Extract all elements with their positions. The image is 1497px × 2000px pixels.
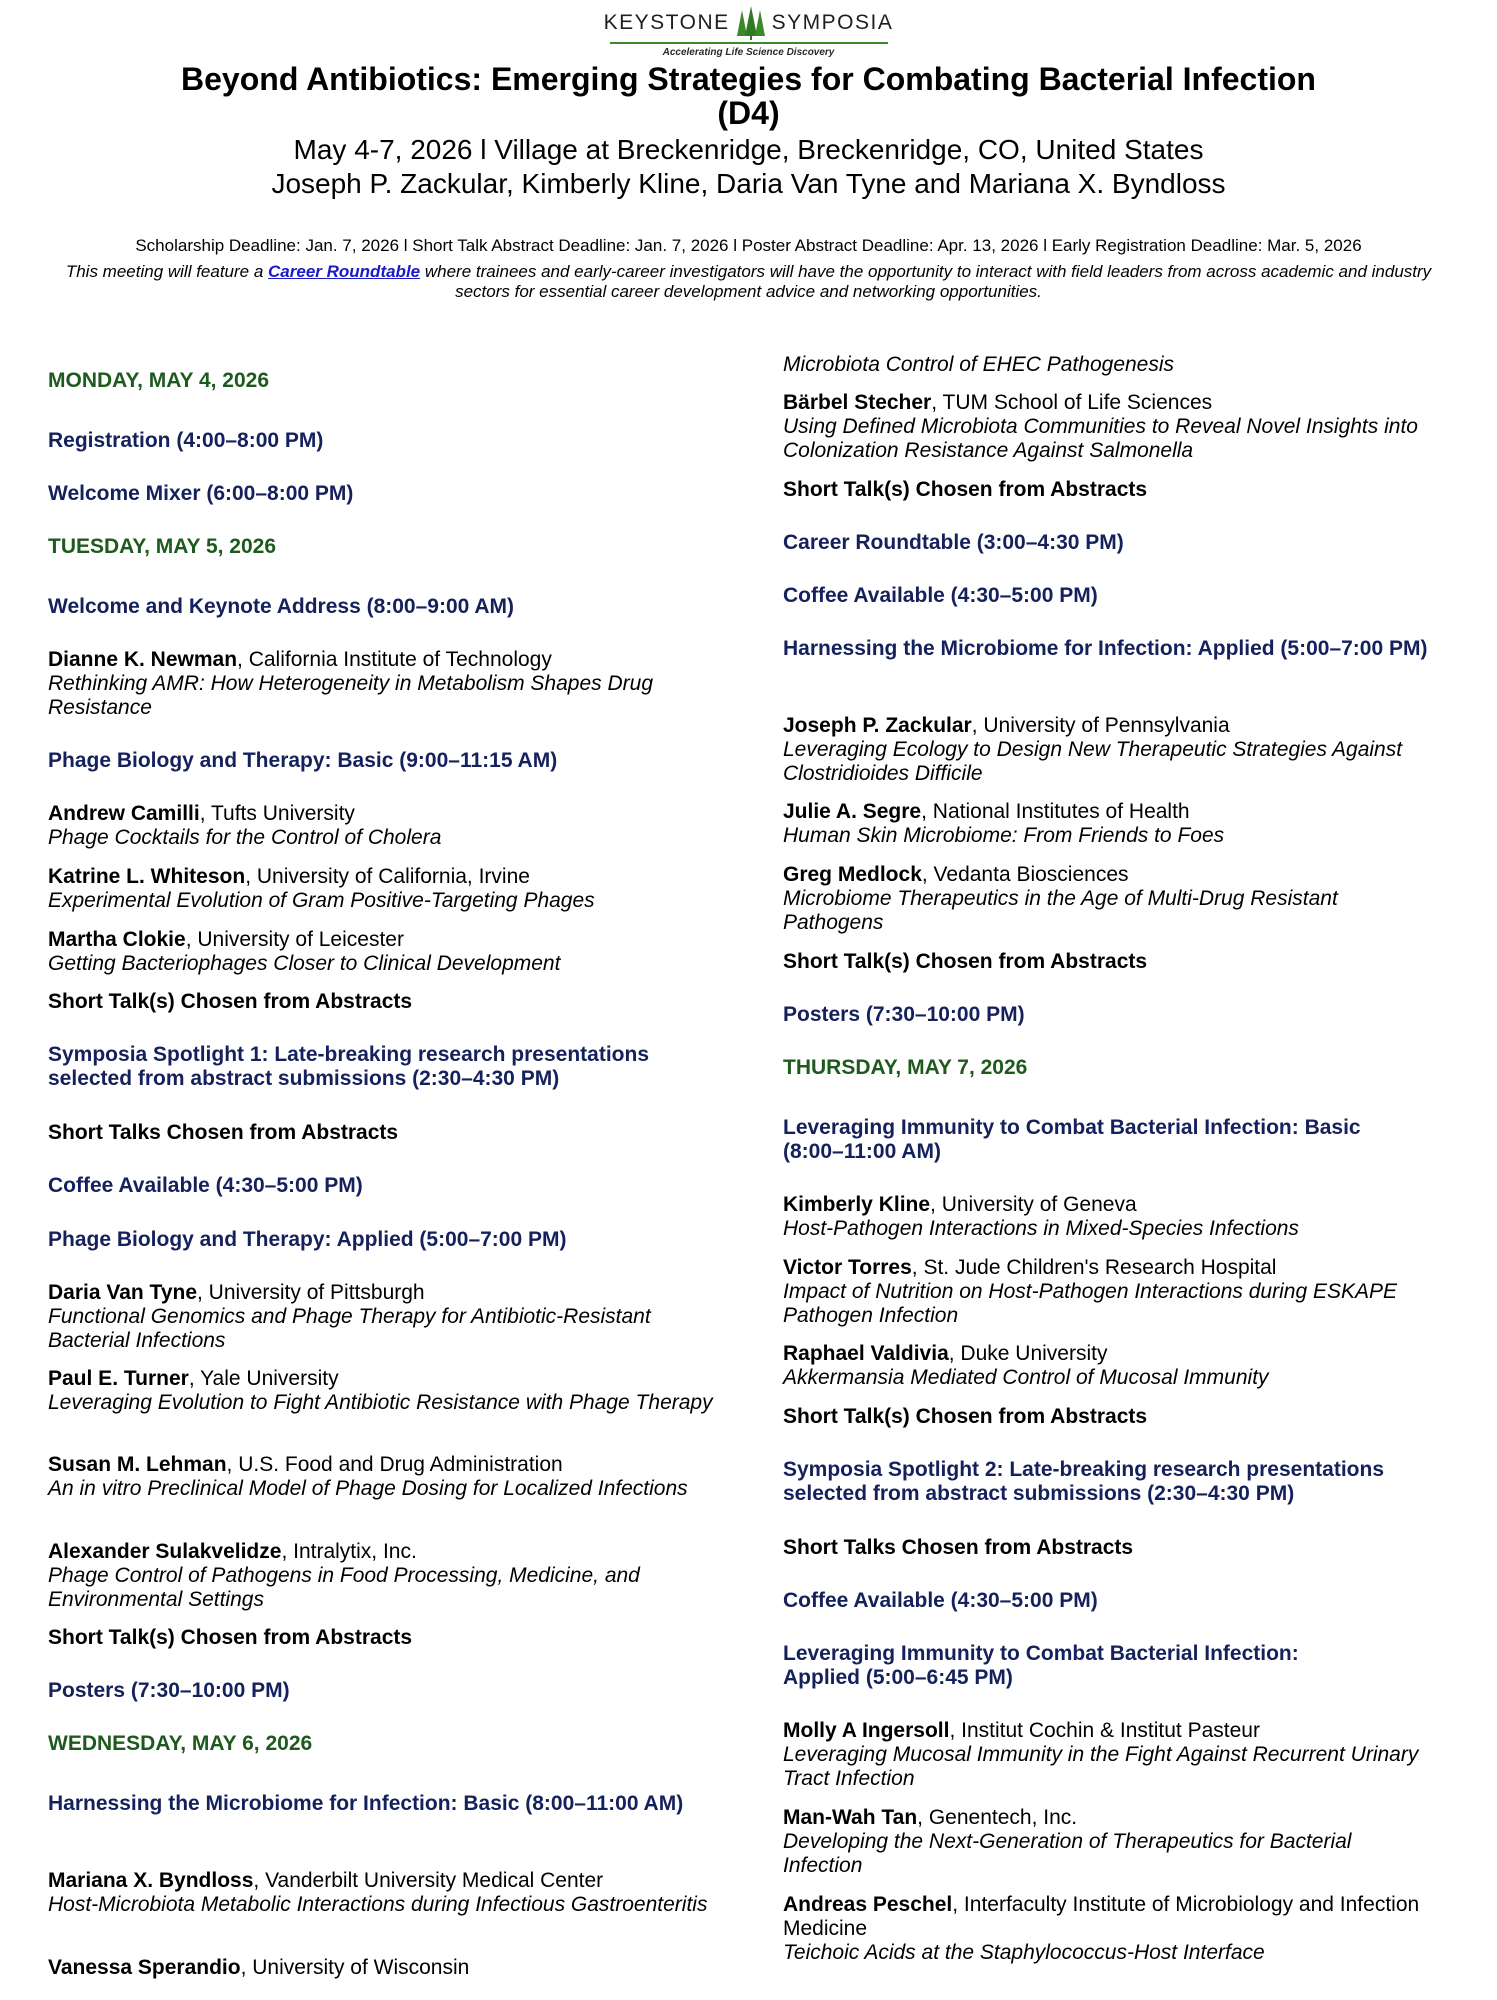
talk-title: Microbiome Therapeutics in the Age of Multi-Drug Resistant Pathogens [783,887,1338,934]
speaker-name: Victor Torres [783,1256,912,1279]
speaker-name: Paul E. Turner [48,1367,189,1390]
speaker-name: Mariana X. Byndloss [48,1869,254,1892]
date-location: May 4-7, 2026 l Village at Breckenridge, Breckenridge, CO, United States [293,134,1204,165]
roundtable-pre: This meeting will feature a [65,262,269,281]
speaker-affiliation: , University of Pittsburgh [197,1281,425,1304]
speaker-medlock [783,863,1423,935]
title-line-2: (D4) [717,95,780,131]
short-talks-tuesday-am: Short Talk(s) Chosen from Abstracts [48,990,413,1013]
speaker-affiliation: , St. Jude Children's Research Hospital [911,1256,1277,1279]
talk-title: Functional Genomics and Phage Therapy for Antibiotic-Resistant Bacterial Infections [48,1305,651,1352]
roundtable-note [60,262,1437,302]
speaker-affiliation: , University of Wisconsin [240,1956,470,1979]
session-microbiome-applied: Harnessing the Microbiome for Infection: Applied (5:00–7:00 PM) [783,637,1428,660]
talk-title-sperandio: Microbiota Control of EHEC Pathogenesis [783,353,1175,376]
speaker-affiliation: , U.S. Food and Drug Administration [226,1453,563,1476]
speaker-name: Raphael Valdivia [783,1342,949,1365]
speaker-name: Man-Wah Tan [783,1806,918,1829]
speaker-name: Joseph P. Zackular [783,714,972,737]
speaker-name: Molly A Ingersoll [783,1719,950,1742]
speaker-affiliation: , Institut Cochin & Institut Pasteur [949,1719,1260,1742]
speaker-affiliation: , Duke University [948,1342,1108,1365]
speaker-name: Andrew Camilli [48,802,200,825]
session-coffee-tuesday: Coffee Available (4:30–5:00 PM) [48,1174,363,1197]
talk-title: Akkermansia Mediated Control of Mucosal Immunity [783,1366,1269,1389]
speaker-affiliation: , Intralytix, Inc. [281,1540,417,1563]
speaker-affiliation: , University of Pennsylvania [971,714,1230,737]
talk-title: Impact of Nutrition on Host-Pathogen Interactions during ESKAPE Pathogen Infection [783,1280,1397,1327]
session-microbiome-basic: Harnessing the Microbiome for Infection: Basic (8:00–11:00 AM) [48,1792,684,1815]
talk-title: Developing the Next-Generation of Therapeutics for Bacterial Infection [783,1830,1352,1877]
speaker-tan [783,1806,1423,1878]
meeting-title [0,62,1497,130]
logo-underline [610,42,888,44]
speaker-affiliation: , Genentech, Inc. [917,1806,1078,1829]
talk-title: Host-Microbiota Metabolic Interactions during Infectious Gastroenteritis [48,1893,708,1916]
organizers: Joseph P. Zackular, Kimberly Kline, Daria Van Tyne and Mariana X. Byndloss [271,168,1226,199]
speaker-affiliation: , Yale University [188,1367,339,1390]
speaker-stecher [783,391,1473,463]
speaker-byndloss [48,1869,728,1917]
speaker-turner [48,1367,728,1415]
speaker-affiliation: , Vedanta Biosciences [921,863,1129,886]
speaker-whiteson [48,865,595,913]
talk-title: Using Defined Microbiota Communities to Reveal Novel Insights into Colonization Resistance Against Salmonella [783,415,1418,462]
roundtable-post: where trainees and early-career investigators will have the opportunity to interact with field leaders from across academic and industry sectors for essential career development advice and networking opportunities. [420,262,1432,301]
speaker-valdivia [783,1342,1269,1390]
talk-title: Teichoic Acids at the Staphylococcus-Host Interface [783,1941,1265,1964]
talk-title: Leveraging Mucosal Immunity in the Fight Against Recurrent Urinary Tract Infection [783,1743,1419,1790]
speaker-affiliation: , National Institutes of Health [921,800,1190,823]
speaker-peschel [783,1893,1423,1965]
speaker-affiliation: , University of Geneva [930,1193,1137,1216]
short-talks-spotlight-1: Short Talks Chosen from Abstracts [48,1121,399,1144]
speaker-vantyne [48,1281,728,1353]
speaker-affiliation: , California Institute of Technology [237,648,552,671]
speaker-camilli [48,802,441,850]
speaker-affiliation: , Interfaculty Institute of Microbiology and Infection Medicine [783,1893,1420,1940]
speaker-torres [783,1256,1473,1328]
session-spotlight-1: Symposia Spotlight 1: Late-breaking research presentations selected from abstract submissions (2:30–4:30 PM) [48,1043,649,1090]
deadlines: Scholarship Deadline: Jan. 7, 2026 l Short Talk Abstract Deadline: Jan. 7, 2026 l Poster Abstract Deadline: Apr. 13, 2026 l Early Registration Deadline: Mar. 5, 2026 [135,236,1362,255]
session-career-roundtable: Career Roundtable (3:00–4:30 PM) [783,531,1124,554]
speaker-name: Julie A. Segre [783,800,922,823]
day-heading-monday: MONDAY, MAY 4, 2026 [48,369,270,392]
speaker-name: Alexander Sulakvelidze [48,1540,282,1563]
day-heading-thursday: THURSDAY, MAY 7, 2026 [783,1056,1028,1079]
session-posters-wednesday: Posters (7:30–10:00 PM) [783,1003,1025,1026]
speaker-name: Kimberly Kline [783,1193,931,1216]
speaker-name: Dianne K. Newman [48,648,238,671]
session-coffee-wednesday: Coffee Available (4:30–5:00 PM) [783,584,1098,607]
short-talks-wednesday-am: Short Talk(s) Chosen from Abstracts [783,478,1148,501]
speaker-sperandio [48,1956,469,1980]
talk-title: Leveraging Ecology to Design New Therapeutic Strategies Against Clostridioides Difficile [783,738,1403,785]
talk-title: An in vitro Preclinical Model of Phage Dosing for Localized Infections [48,1477,688,1500]
title-line-1: Beyond Antibiotics: Emerging Strategies for Combating Bacterial Infection [181,61,1316,97]
session-spotlight-2: Symposia Spotlight 2: Late-breaking research presentations selected from abstract submissions (2:30–4:30 PM) [783,1458,1384,1505]
trees-icon [736,6,766,40]
session-keynote: Welcome and Keynote Address (8:00–9:00 AM) [48,595,515,618]
talk-title: Experimental Evolution of Gram Positive-Targeting Phages [48,889,595,912]
short-talks-thursday-am: Short Talk(s) Chosen from Abstracts [783,1405,1148,1428]
session-registration: Registration (4:00–8:00 PM) [48,429,324,452]
speaker-affiliation: , University of California, Irvine [245,865,530,888]
speaker-name: Katrine L. Whiteson [48,865,246,888]
short-talks-wednesday-pm: Short Talk(s) Chosen from Abstracts [783,950,1148,973]
speaker-affiliation: , Vanderbilt University Medical Center [253,1869,604,1892]
session-phage-applied: Phage Biology and Therapy: Applied (5:00–7:00 PM) [48,1228,567,1251]
session-immunity-applied: Leveraging Immunity to Combat Bacterial Infection: Applied (5:00–6:45 PM) [783,1642,1299,1689]
speaker-affiliation: , Tufts University [199,802,355,825]
session-immunity-basic: Leveraging Immunity to Combat Bacterial Infection: Basic (8:00–11:00 AM) [783,1116,1361,1163]
speaker-ingersoll [783,1719,1423,1791]
speaker-name: Vanessa Sperandio [48,1956,241,1979]
short-talks-tuesday-pm: Short Talk(s) Chosen from Abstracts [48,1626,413,1649]
talk-title: Human Skin Microbiome: From Friends to Foes [783,824,1225,847]
logo-word-left: KEYSTONE [603,11,730,34]
keystone-logo [0,4,1497,60]
talk-title: Leveraging Evolution to Fight Antibiotic Resistance with Phage Therapy [48,1391,713,1414]
logo-tagline: Accelerating Life Science Discovery [662,47,835,58]
session-phage-basic: Phage Biology and Therapy: Basic (9:00–11:15 AM) [48,749,558,772]
speaker-clokie [48,928,560,976]
short-talks-spotlight-2: Short Talks Chosen from Abstracts [783,1536,1134,1559]
career-roundtable-link[interactable]: Career Roundtable [268,262,421,281]
talk-title: Phage Cocktails for the Control of Cholera [48,826,442,849]
speaker-segre [783,800,1224,848]
speaker-name: Susan M. Lehman [48,1453,227,1476]
speaker-zackular [783,714,1473,786]
speaker-affiliation: , University of Leicester [185,928,404,951]
talk-title: Host-Pathogen Interactions in Mixed-Species Infections [783,1217,1299,1240]
talk-title: Phage Control of Pathogens in Food Processing, Medicine, and Environmental Settings [48,1564,640,1611]
talk-title: Getting Bacteriophages Closer to Clinical Development [48,952,561,975]
speaker-name: Martha Clokie [48,928,186,951]
speaker-name: Andreas Peschel [783,1893,953,1916]
day-heading-wednesday: WEDNESDAY, MAY 6, 2026 [48,1732,313,1755]
speaker-name: Daria Van Tyne [48,1281,198,1304]
speaker-lehman [48,1453,698,1501]
speaker-kline [783,1193,1299,1241]
speaker-newman [48,648,728,720]
speaker-sulakvelidze [48,1540,728,1612]
talk-title: Rethinking AMR: How Heterogeneity in Metabolism Shapes Drug Resistance [48,672,654,719]
session-posters-tuesday: Posters (7:30–10:00 PM) [48,1679,290,1702]
logo-word-right: SYMPOSIA [771,11,894,34]
speaker-affiliation: , TUM School of Life Sciences [931,391,1213,414]
day-heading-tuesday: TUESDAY, MAY 5, 2026 [48,535,277,558]
session-coffee-thursday: Coffee Available (4:30–5:00 PM) [783,1589,1098,1612]
session-welcome-mixer: Welcome Mixer (6:00–8:00 PM) [48,482,354,505]
speaker-name: Greg Medlock [783,863,922,886]
speaker-name: Bärbel Stecher [783,391,932,414]
